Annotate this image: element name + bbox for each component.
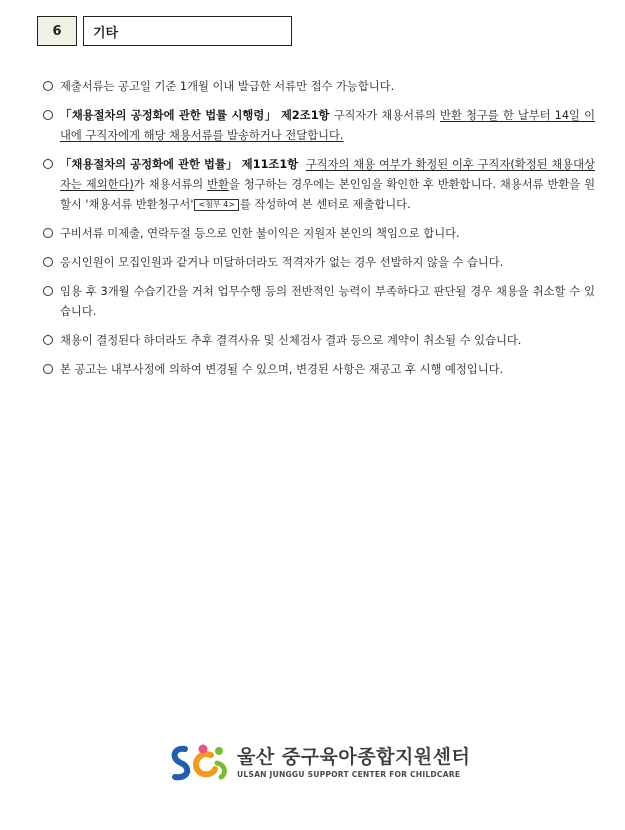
circle-bullet-icon (43, 228, 53, 238)
list-item: 「채용절차의 공정화에 관한 법률 시행령」 제2조1항 구직자가 채용서류의 반환 청구를 한 날부터 14일 이내에 구직자에게 해당 채용서류를 발송하거나 전달합니다. (43, 106, 595, 146)
section-title: 기타 (83, 16, 292, 46)
list-item: 「채용절차의 공정화에 관한 법률」 제11조1항 구직자의 채용 여부가 확정된 이후 구직자(확정된 채용대상자는 제외한다)가 채용서류의 반환을 청구하는 경우에는 본인임을 확인한 후 반환합니다. 채용서류 반환을 원할시 '채용서류 반환청구서' <첨부 4> 를 작성하여 본 센터로 제출합니다. (43, 155, 595, 215)
circle-bullet-icon (43, 286, 53, 296)
circle-bullet-icon (43, 257, 53, 267)
underlined-text: 반환 (207, 178, 229, 191)
list-item: 제출서류는 공고일 기준 1개월 이내 발급한 서류만 접수 가능합니다. (43, 77, 595, 97)
notice-list (43, 77, 595, 389)
list-item: 본 공고는 내부사정에 의하여 변경될 수 있으며, 변경된 사항은 재공고 후 시행 예정입니다. (43, 360, 595, 380)
attachment-tag: <첨부 4> (194, 199, 239, 211)
center-name-korean: 울산 중구육아종합지원센터 (237, 745, 471, 768)
center-logo-icon (167, 741, 231, 783)
list-item: 응시인원이 모집인원과 같거나 미달하더라도 적격자가 없는 경우 선발하지 않을 수 습니다. (43, 253, 595, 273)
list-item: 구비서류 미제출, 연락두절 등으로 인한 불이익은 지원자 본인의 책임으로 합니다. (43, 224, 595, 244)
circle-bullet-icon (43, 159, 53, 169)
circle-bullet-icon (43, 335, 53, 345)
center-name-english: ULSAN JUNGGU SUPPORT CENTER FOR CHILDCARE (237, 769, 461, 779)
underlined-text: 반환 청구를 한 날부터 14일 이내에 구직자에게 해당 채용서류를 발송하거나 전달합니다. (60, 109, 595, 142)
center-logo (167, 741, 470, 783)
circle-bullet-icon (43, 110, 53, 120)
law-reference: 「채용절차의 공정화에 관한 법률 시행령」 제2조1항 (60, 109, 330, 122)
law-reference: 「채용절차의 공정화에 관한 법률」 제11조1항 (60, 158, 299, 171)
list-item: 채용이 결정된다 하더라도 추후 결격사유 및 신체검사 결과 등으로 계약이 취소될 수 있습니다. (43, 331, 595, 351)
list-item: 임용 후 3개월 수습기간을 거쳐 업무수행 등의 전반적인 능력이 부족하다고 판단될 경우 채용을 취소할 수 있습니다. (43, 282, 595, 322)
section-number: 6 (37, 16, 77, 46)
section-header (37, 16, 292, 46)
circle-bullet-icon (43, 364, 53, 374)
circle-bullet-icon (43, 81, 53, 91)
underlined-text: 구직자의 채용 여부가 확정된 이후 구직자(확정된 채용대상자는 제외한다) (60, 158, 595, 191)
